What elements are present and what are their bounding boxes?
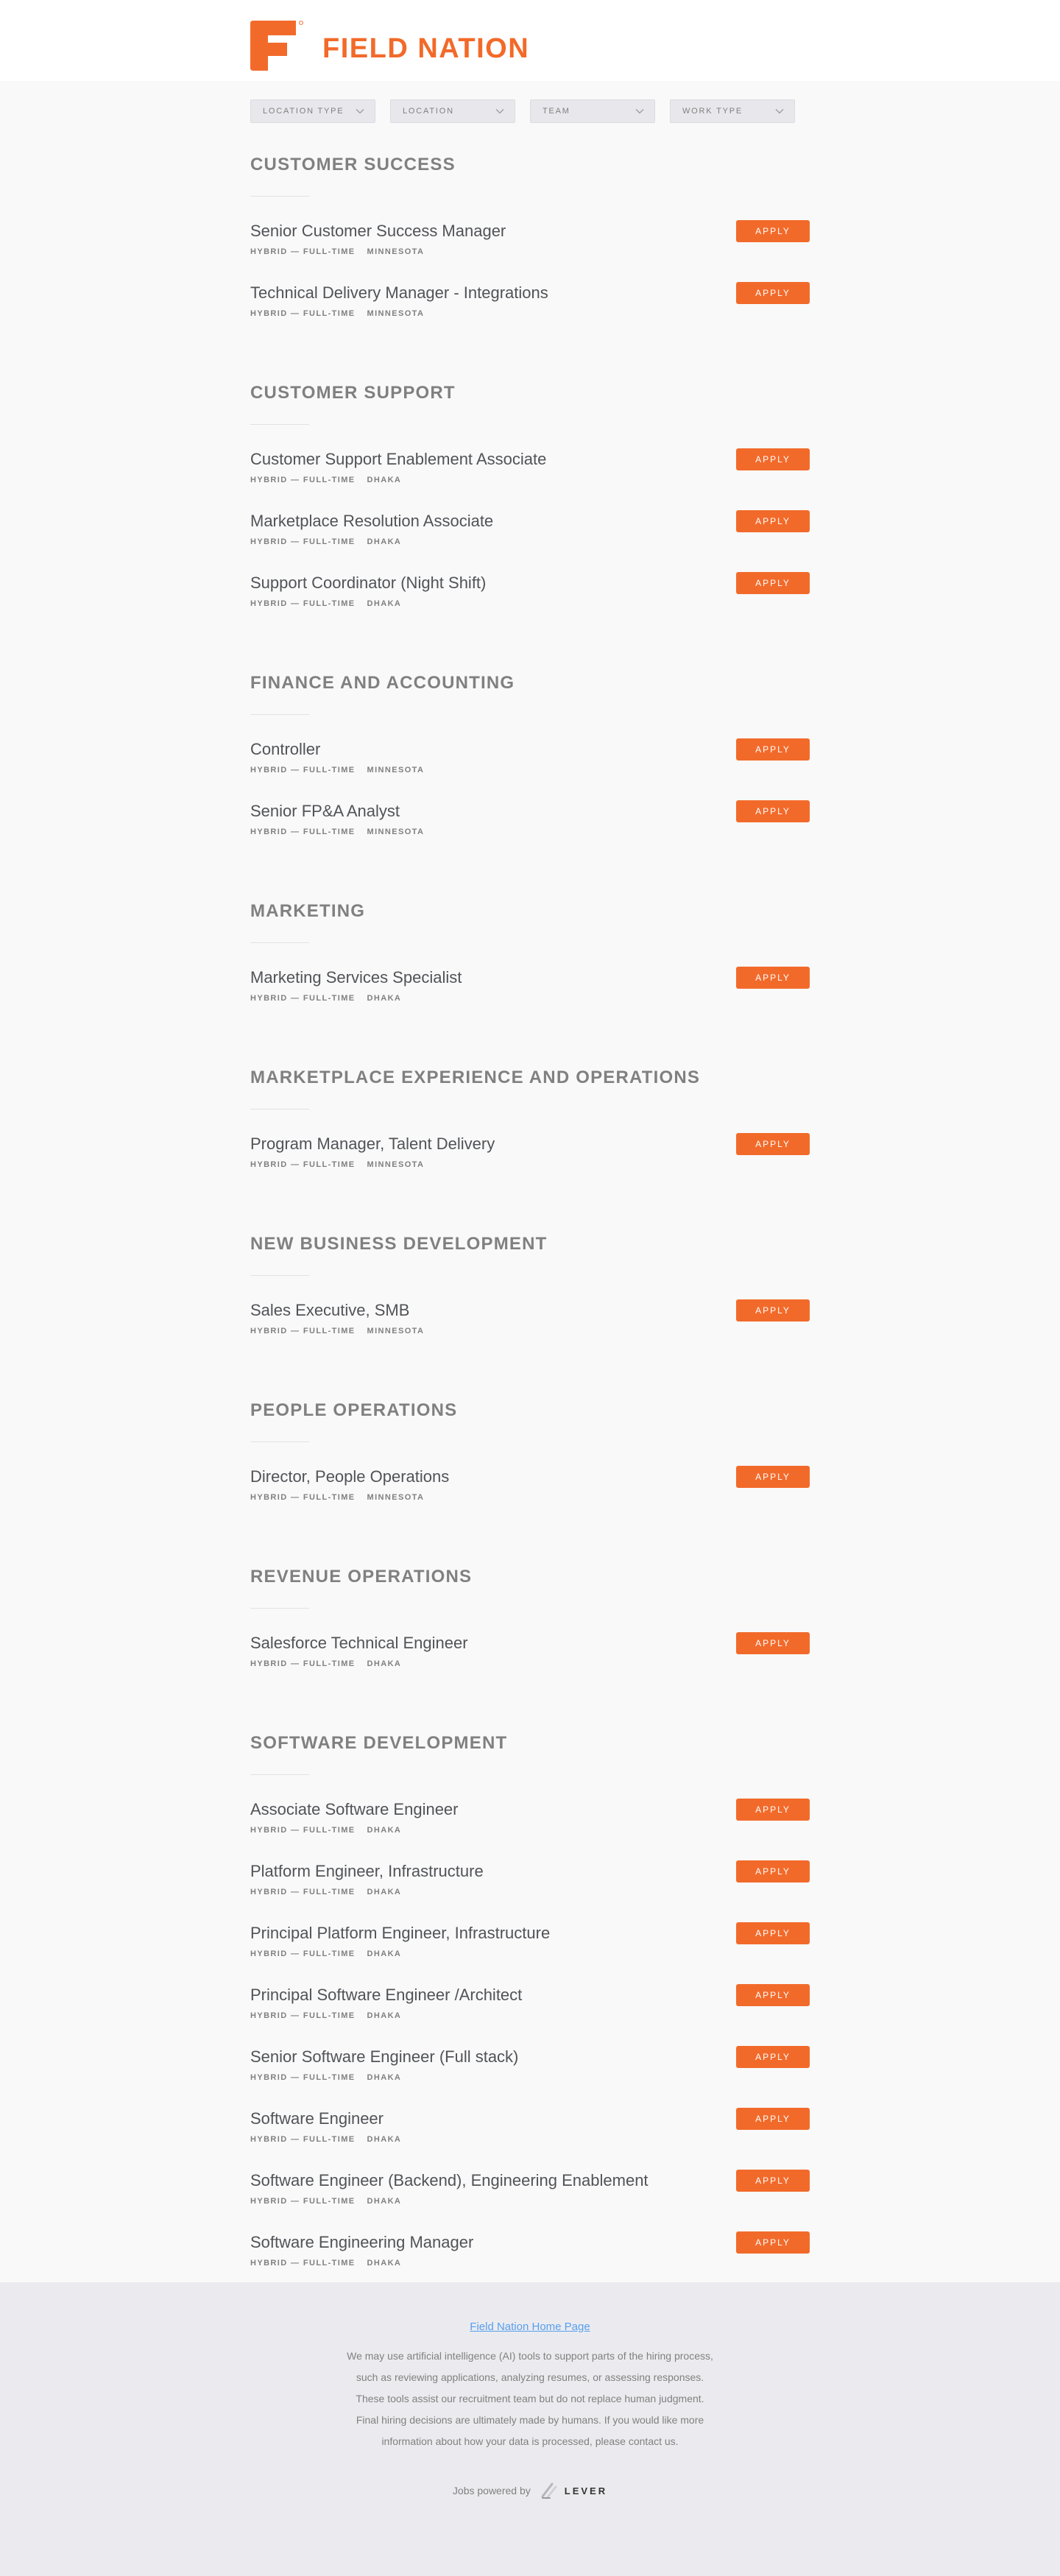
chevron-down-icon xyxy=(495,108,504,114)
job-location: DHAKA xyxy=(367,2011,402,2020)
apply-button[interactable]: APPLY xyxy=(736,1466,810,1488)
job-posting xyxy=(250,1984,810,2046)
job-posting xyxy=(250,1860,810,1922)
lever-logo-icon xyxy=(540,2480,560,2501)
postings-group xyxy=(250,154,810,344)
group-divider xyxy=(250,1441,309,1442)
job-title-link[interactable]: Controller xyxy=(250,740,321,758)
group-title: CUSTOMER SUCCESS xyxy=(250,155,456,174)
job-posting xyxy=(250,1133,810,1195)
job-location: DHAKA xyxy=(367,599,402,608)
job-meta xyxy=(250,476,810,484)
chevron-down-icon xyxy=(356,108,364,114)
job-meta xyxy=(250,1826,810,1835)
job-location: DHAKA xyxy=(367,2197,402,2206)
job-title-link[interactable]: Software Engineer xyxy=(250,2109,384,2128)
job-location: DHAKA xyxy=(367,2259,402,2268)
job-meta xyxy=(250,1327,810,1335)
job-location: DHAKA xyxy=(367,476,402,484)
job-work-type: HYBRID — FULL-TIME xyxy=(250,1493,356,1502)
group-divider xyxy=(250,196,309,197)
apply-button[interactable]: APPLY xyxy=(736,2108,810,2130)
job-posting xyxy=(250,800,810,862)
job-posting xyxy=(250,1922,810,1984)
postings-group xyxy=(250,672,810,862)
apply-button[interactable]: APPLY xyxy=(736,220,810,242)
job-meta xyxy=(250,1493,810,1502)
chevron-down-icon xyxy=(635,108,644,114)
job-work-type: HYBRID — FULL-TIME xyxy=(250,1826,356,1835)
group-title: CUSTOMER SUPPORT xyxy=(250,383,456,403)
job-posting xyxy=(250,448,810,510)
job-title-link[interactable]: Marketing Services Specialist xyxy=(250,968,462,987)
job-posting xyxy=(250,1466,810,1528)
lever-logo[interactable] xyxy=(540,2480,607,2501)
apply-button[interactable]: APPLY xyxy=(736,2046,810,2068)
ai-disclaimer: We may use artificial intelligence (AI) tools to support parts of the hiring process, such as reviewing applications, analyzing resumes, or assessing responses. These tools assist our recruitment team but do not replace human judgment. Final hiring decisions are ultimately made by humans. If you would like more information about how your data is processed, please contact us. xyxy=(347,2350,713,2447)
job-meta xyxy=(250,599,810,608)
job-meta xyxy=(250,766,810,774)
job-posting xyxy=(250,572,810,634)
filter-dropdown[interactable] xyxy=(250,99,375,123)
job-work-type: HYBRID — FULL-TIME xyxy=(250,828,356,836)
apply-button[interactable]: APPLY xyxy=(736,1799,810,1821)
job-location: MINNESOTA xyxy=(367,1327,425,1335)
group-title: FINANCE AND ACCOUNTING xyxy=(250,673,515,693)
job-title-link[interactable]: Associate Software Engineer xyxy=(250,1800,459,1818)
postings-group xyxy=(250,1566,810,1694)
job-location: DHAKA xyxy=(367,2135,402,2144)
group-divider xyxy=(250,1774,309,1775)
powered-by xyxy=(0,2480,1060,2501)
home-page-link[interactable]: Field Nation Home Page xyxy=(470,2321,590,2333)
filter-dropdown[interactable] xyxy=(530,99,655,123)
postings-list xyxy=(250,154,810,2455)
job-work-type: HYBRID — FULL-TIME xyxy=(250,2073,356,2082)
group-title: REVENUE OPERATIONS xyxy=(250,1567,473,1587)
job-title-link[interactable]: Support Coordinator (Night Shift) xyxy=(250,574,487,592)
job-work-type: HYBRID — FULL-TIME xyxy=(250,994,356,1003)
group-title: NEW BUSINESS DEVELOPMENT xyxy=(250,1234,548,1254)
group-divider xyxy=(250,1275,309,1276)
apply-button[interactable]: APPLY xyxy=(736,800,810,822)
job-meta xyxy=(250,994,810,1003)
job-location: DHAKA xyxy=(367,1826,402,1835)
apply-button[interactable]: APPLY xyxy=(736,1133,810,1155)
group-divider xyxy=(250,714,309,715)
lever-wordmark: LEVER xyxy=(564,2485,608,2496)
postings-group xyxy=(250,1400,810,1528)
job-meta xyxy=(250,247,810,256)
job-work-type: HYBRID — FULL-TIME xyxy=(250,476,356,484)
group-title: MARKETING xyxy=(250,901,366,921)
job-location: MINNESOTA xyxy=(367,766,425,774)
job-location: MINNESOTA xyxy=(367,1493,425,1502)
group-title: MARKETPLACE EXPERIENCE AND OPERATIONS xyxy=(250,1068,701,1087)
filter-label: LOCATION xyxy=(403,107,454,116)
postings-group xyxy=(250,382,810,634)
job-work-type: HYBRID — FULL-TIME xyxy=(250,1949,356,1958)
job-work-type: HYBRID — FULL-TIME xyxy=(250,766,356,774)
apply-button[interactable]: APPLY xyxy=(736,510,810,532)
field-nation-f-icon xyxy=(250,21,303,71)
job-location: MINNESOTA xyxy=(367,1160,425,1169)
apply-button[interactable]: APPLY xyxy=(736,282,810,304)
job-work-type: HYBRID — FULL-TIME xyxy=(250,309,356,318)
job-posting xyxy=(250,2108,810,2170)
job-posting xyxy=(250,1799,810,1860)
apply-button[interactable]: APPLY xyxy=(736,2170,810,2192)
job-location: DHAKA xyxy=(367,1949,402,1958)
apply-button[interactable]: APPLY xyxy=(736,1984,810,2006)
job-posting xyxy=(250,510,810,572)
job-meta xyxy=(250,2197,810,2206)
job-meta xyxy=(250,2011,810,2020)
job-work-type: HYBRID — FULL-TIME xyxy=(250,1327,356,1335)
job-posting xyxy=(250,1632,810,1694)
job-meta xyxy=(250,537,810,546)
field-nation-logo[interactable] xyxy=(250,21,529,71)
apply-button[interactable]: APPLY xyxy=(736,2231,810,2254)
job-title-link[interactable]: Software Engineering Manager xyxy=(250,2233,474,2251)
job-work-type: HYBRID — FULL-TIME xyxy=(250,2011,356,2020)
job-location: DHAKA xyxy=(367,2073,402,2082)
apply-button[interactable]: APPLY xyxy=(736,448,810,470)
filter-dropdown[interactable] xyxy=(670,99,795,123)
job-posting xyxy=(250,1299,810,1361)
job-title-link[interactable]: Technical Delivery Manager - Integrations xyxy=(250,283,548,302)
job-work-type: HYBRID — FULL-TIME xyxy=(250,599,356,608)
group-divider xyxy=(250,1608,309,1609)
brand-name: FIELD NATION xyxy=(322,32,530,64)
job-meta xyxy=(250,1888,810,1896)
job-title-link[interactable]: Senior Customer Success Manager xyxy=(250,222,506,240)
apply-button[interactable]: APPLY xyxy=(736,1632,810,1654)
job-title-link[interactable]: Customer Support Enablement Associate xyxy=(250,450,547,468)
apply-button[interactable]: APPLY xyxy=(736,1299,810,1321)
postings-group xyxy=(250,1233,810,1361)
job-work-type: HYBRID — FULL-TIME xyxy=(250,537,356,546)
job-posting xyxy=(250,282,810,344)
apply-button[interactable]: APPLY xyxy=(736,1860,810,1882)
job-title-link[interactable]: Marketplace Resolution Associate xyxy=(250,512,494,530)
job-title-link[interactable]: Principal Software Engineer /Architect xyxy=(250,1986,523,2004)
apply-button[interactable]: APPLY xyxy=(736,572,810,594)
chevron-down-icon xyxy=(775,108,784,114)
job-meta xyxy=(250,2259,810,2268)
filter-label: WORK TYPE xyxy=(682,107,743,116)
job-title-link[interactable]: Sales Executive, SMB xyxy=(250,1301,410,1319)
job-posting xyxy=(250,967,810,1028)
postings-group xyxy=(250,900,810,1028)
group-divider xyxy=(250,942,309,943)
job-meta xyxy=(250,1949,810,1958)
job-location: MINNESOTA xyxy=(367,247,425,256)
page-footer xyxy=(0,2282,1060,2576)
filter-label: LOCATION TYPE xyxy=(263,107,344,116)
job-location: MINNESOTA xyxy=(367,828,425,836)
job-title-link[interactable]: Principal Platform Engineer, Infrastructure xyxy=(250,1924,551,1942)
job-meta xyxy=(250,309,810,318)
group-title: PEOPLE OPERATIONS xyxy=(250,1400,458,1420)
powered-by-label: Jobs powered by xyxy=(452,2485,531,2496)
job-title-link[interactable]: Director, People Operations xyxy=(250,1467,450,1486)
job-title-link[interactable]: Senior FP&A Analyst xyxy=(250,802,400,820)
postings-group xyxy=(250,1067,810,1195)
group-divider xyxy=(250,424,309,425)
job-title-link[interactable]: Software Engineer (Backend), Engineering Enablement xyxy=(250,2171,649,2189)
job-title-link[interactable]: Program Manager, Talent Delivery xyxy=(250,1135,495,1153)
job-location: MINNESOTA xyxy=(367,309,425,318)
job-meta xyxy=(250,2073,810,2082)
job-location: DHAKA xyxy=(367,537,402,546)
job-location: DHAKA xyxy=(367,1659,402,1668)
job-work-type: HYBRID — FULL-TIME xyxy=(250,1659,356,1668)
job-title-link[interactable]: Salesforce Technical Engineer xyxy=(250,1634,468,1652)
page-header xyxy=(0,0,1060,81)
job-meta xyxy=(250,1659,810,1668)
job-work-type: HYBRID — FULL-TIME xyxy=(250,247,356,256)
job-title-link[interactable]: Platform Engineer, Infrastructure xyxy=(250,1862,484,1880)
job-meta xyxy=(250,1160,810,1169)
job-work-type: HYBRID — FULL-TIME xyxy=(250,1160,356,1169)
job-posting xyxy=(250,2170,810,2231)
job-posting xyxy=(250,220,810,282)
apply-button[interactable]: APPLY xyxy=(736,738,810,761)
job-title-link[interactable]: Senior Software Engineer (Full stack) xyxy=(250,2047,519,2066)
apply-button[interactable]: APPLY xyxy=(736,967,810,989)
job-work-type: HYBRID — FULL-TIME xyxy=(250,2135,356,2144)
job-work-type: HYBRID — FULL-TIME xyxy=(250,2197,356,2206)
filter-label: TEAM xyxy=(543,107,570,116)
filter-bar xyxy=(250,99,795,123)
job-location: DHAKA xyxy=(367,1888,402,1896)
job-meta xyxy=(250,828,810,836)
filter-dropdown[interactable] xyxy=(390,99,515,123)
job-posting xyxy=(250,2046,810,2108)
job-work-type: HYBRID — FULL-TIME xyxy=(250,1888,356,1896)
job-posting xyxy=(250,738,810,800)
job-meta xyxy=(250,2135,810,2144)
apply-button[interactable]: APPLY xyxy=(736,1922,810,1944)
group-title: SOFTWARE DEVELOPMENT xyxy=(250,1733,508,1753)
job-location: DHAKA xyxy=(367,994,402,1003)
job-work-type: HYBRID — FULL-TIME xyxy=(250,2259,356,2268)
